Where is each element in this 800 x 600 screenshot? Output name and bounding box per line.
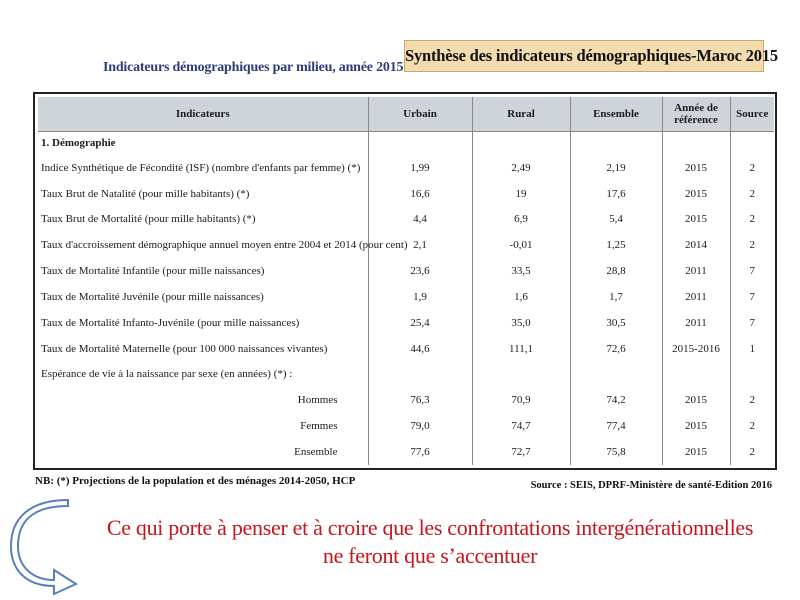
cell-ensemble: 77,4 <box>570 413 662 439</box>
table-title: Indicateurs démographiques par milieu, année 2015 <box>103 60 404 75</box>
col-header-rural: Rural <box>472 97 570 132</box>
cell-source: 2 <box>730 181 774 207</box>
col-header-ensemble: Ensemble <box>570 97 662 132</box>
callout-line-2: ne feront que s’accentuer <box>322 543 538 568</box>
cell-ensemble: 2,19 <box>570 155 662 181</box>
cell-urbain: 25,4 <box>368 310 472 336</box>
cell-source: 2 <box>730 232 774 258</box>
row-label: Femmes <box>300 420 338 433</box>
cell-urbain: 4,4 <box>368 206 472 232</box>
cell-rural: 1,6 <box>472 284 570 310</box>
cell-annee: 2015 <box>662 413 730 439</box>
col-header-annee: Année de référence <box>662 97 730 132</box>
cell-source: 7 <box>730 284 774 310</box>
indicators-table <box>38 97 774 465</box>
cell-annee: 2011 <box>662 310 730 336</box>
cell-source: 2 <box>730 206 774 232</box>
footnote: NB: (*) Projections de la population et des ménages 2014-2050, HCP <box>35 475 356 487</box>
cell-rural: 70,9 <box>472 387 570 413</box>
cell-rural: 6,9 <box>472 206 570 232</box>
row-label: Taux d'accroissement démographique annuel moyen entre 2004 et 2014 (pour cent) <box>41 239 408 252</box>
cell-rural: 72,7 <box>472 439 570 465</box>
row-label: Taux de Mortalité Maternelle (pour 100 000 naissances vivantes) <box>41 342 328 355</box>
cell-annee: 2015 <box>662 439 730 465</box>
cell-annee: 2015 <box>662 155 730 181</box>
cell-ensemble: 1,7 <box>570 284 662 310</box>
group-row <box>38 362 774 388</box>
cell-rural: 2,49 <box>472 155 570 181</box>
cell-rural: 111,1 <box>472 336 570 362</box>
indicators-table-frame <box>33 92 777 470</box>
group-label: Espérance de vie à la naissance par sexe (en années) (*) : <box>41 368 293 381</box>
cell-ensemble: 5,4 <box>570 206 662 232</box>
cell-rural: 35,0 <box>472 310 570 336</box>
cell-rural: -0,01 <box>472 232 570 258</box>
callout-text <box>70 514 790 570</box>
row-label: Taux de Mortalité Infantile (pour mille naissances) <box>41 265 265 278</box>
section-row <box>38 132 774 155</box>
row-label: Taux de Mortalité Juvénile (pour mille naissances) <box>41 290 264 303</box>
table-row <box>38 181 774 207</box>
cell-rural: 74,7 <box>472 413 570 439</box>
cell-ensemble: 74,2 <box>570 387 662 413</box>
cell-annee: 2015 <box>662 181 730 207</box>
row-label: Hommes <box>297 394 338 407</box>
table-row <box>38 206 774 232</box>
cell-source: 2 <box>730 439 774 465</box>
cell-ensemble: 75,8 <box>570 439 662 465</box>
table-subrow <box>38 439 774 465</box>
cell-urbain: 79,0 <box>368 413 472 439</box>
cell-annee: 2011 <box>662 284 730 310</box>
cell-urbain: 76,3 <box>368 387 472 413</box>
col-header-urbain: Urbain <box>368 97 472 132</box>
source-note: Source : SEIS, DPRF-Ministère de santé-Edition 2016 <box>530 480 772 491</box>
table-row <box>38 258 774 284</box>
cell-annee: 2015 <box>662 387 730 413</box>
row-label: Taux de Mortalité Infanto-Juvénile (pour mille naissances) <box>41 316 300 329</box>
callout-line-1: Ce qui porte à penser et à croire que les confrontations intergénérationnelles <box>106 515 754 540</box>
cell-source: 2 <box>730 155 774 181</box>
cell-source: 1 <box>730 336 774 362</box>
cell-source: 7 <box>730 310 774 336</box>
table-row <box>38 336 774 362</box>
col-header-source: Source <box>730 97 774 132</box>
col-header-indicateurs: Indicateurs <box>38 97 368 132</box>
cell-annee: 2011 <box>662 258 730 284</box>
cell-annee: 2015-2016 <box>662 336 730 362</box>
cell-urbain: 77,6 <box>368 439 472 465</box>
cell-urbain: 23,6 <box>368 258 472 284</box>
cell-ensemble: 17,6 <box>570 181 662 207</box>
table-subrow <box>38 413 774 439</box>
row-label: Taux Brut de Natalité (pour mille habitants) (*) <box>41 187 250 200</box>
summary-badge: Synthèse des indicateurs démographiques-Maroc 2015 <box>404 40 764 72</box>
table-row <box>38 310 774 336</box>
table-row <box>38 155 774 181</box>
cell-ensemble: 28,8 <box>570 258 662 284</box>
cell-source: 7 <box>730 258 774 284</box>
cell-urbain: 16,6 <box>368 181 472 207</box>
row-label: Taux Brut de Mortalité (pour mille habitants) (*) <box>41 213 256 226</box>
cell-source: 2 <box>730 413 774 439</box>
row-label: Ensemble <box>294 446 338 459</box>
cell-urbain: 1,9 <box>368 284 472 310</box>
cell-urbain: 1,99 <box>368 155 472 181</box>
section-label: 1. Démographie <box>41 137 116 150</box>
row-label: Indice Synthétique de Fécondité (ISF) (nombre d'enfants par femme) (*) <box>41 161 361 174</box>
cell-rural: 33,5 <box>472 258 570 284</box>
table-row <box>38 284 774 310</box>
cell-annee: 2015 <box>662 206 730 232</box>
cell-urbain: 44,6 <box>368 336 472 362</box>
cell-ensemble: 72,6 <box>570 336 662 362</box>
cell-source: 2 <box>730 387 774 413</box>
cell-annee: 2014 <box>662 232 730 258</box>
cell-ensemble: 1,25 <box>570 232 662 258</box>
table-row <box>38 232 774 258</box>
cell-ensemble: 30,5 <box>570 310 662 336</box>
table-subrow <box>38 387 774 413</box>
table-header-row <box>38 97 774 132</box>
cell-rural: 19 <box>472 181 570 207</box>
cell-urbain: 2,1 <box>368 232 472 258</box>
